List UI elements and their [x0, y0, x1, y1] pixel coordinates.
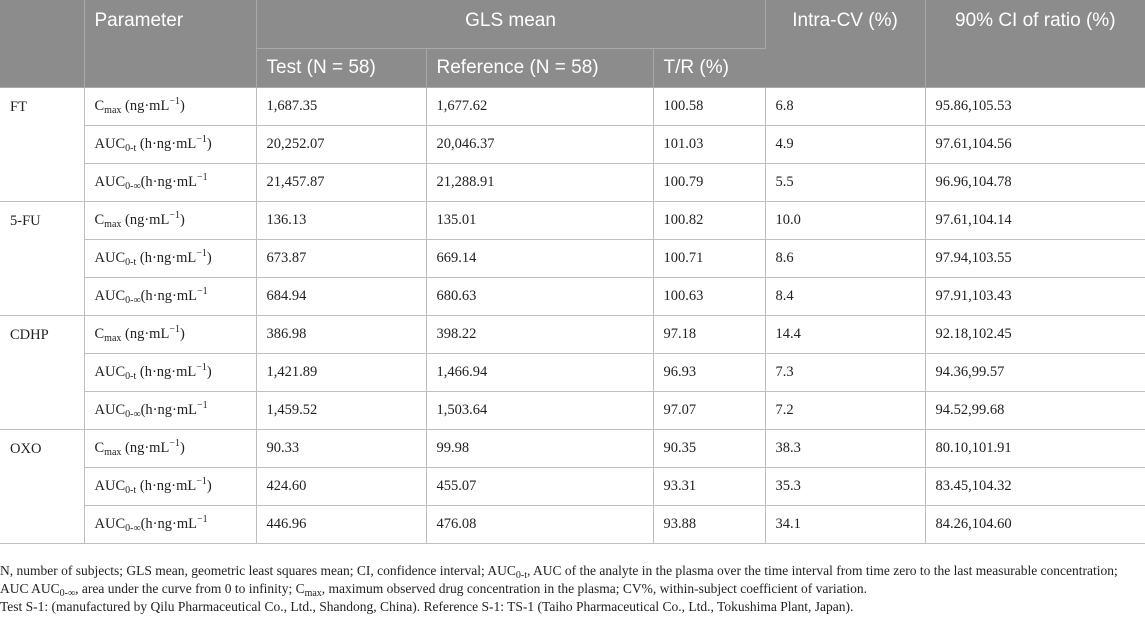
test-value: 1,459.52	[256, 392, 426, 430]
header-parameter: Parameter	[84, 0, 256, 88]
param-cmax: $C_{max}$ $(ng\cdot mL^{-1})$	[84, 316, 256, 354]
header-empty	[0, 0, 84, 88]
reference-value: 680.63	[426, 278, 653, 316]
header-intra-cv: Intra-CV (%)	[765, 0, 925, 88]
test-value: 136.13	[256, 202, 426, 240]
test-value: 684.94	[256, 278, 426, 316]
reference-value: 21,288.91	[426, 164, 653, 202]
tr-value: 90.35	[653, 430, 765, 468]
reference-value: 476.08	[426, 506, 653, 544]
tr-value: 93.88	[653, 506, 765, 544]
group-label: 5-FU	[0, 202, 84, 316]
test-value: 1,421.89	[256, 354, 426, 392]
cv-value: 38.3	[765, 430, 925, 468]
ci-value: 83.45,104.32	[925, 468, 1145, 506]
ci-value: 97.91,103.43	[925, 278, 1145, 316]
cv-value: 7.2	[765, 392, 925, 430]
param-cmax: $C_{max}$ $(ng\cdot mL^{-1})$	[84, 88, 256, 126]
cv-value: 8.4	[765, 278, 925, 316]
tr-value: 100.79	[653, 164, 765, 202]
table-row	[0, 126, 1145, 164]
ci-value: 97.94,103.55	[925, 240, 1145, 278]
test-value: 386.98	[256, 316, 426, 354]
tr-value: 97.07	[653, 392, 765, 430]
reference-value: 1,677.62	[426, 88, 653, 126]
tr-value: 96.93	[653, 354, 765, 392]
cv-value: 4.9	[765, 126, 925, 164]
header-ci-ratio: 90% CI of ratio (%)	[925, 0, 1145, 88]
ci-value: 96.96,104.78	[925, 164, 1145, 202]
header-reference: Reference (N = 58)	[426, 49, 653, 88]
table-row	[0, 240, 1145, 278]
table-row	[0, 88, 1145, 126]
table-row	[0, 316, 1145, 354]
table-row	[0, 506, 1145, 544]
table-row	[0, 354, 1145, 392]
param-auc-inf: $AUC_{0-\infty}(h\cdot ng\cdot mL^{-1}$	[84, 392, 256, 430]
group-label: OXO	[0, 430, 84, 544]
cv-value: 7.3	[765, 354, 925, 392]
tr-value: 100.58	[653, 88, 765, 126]
param-auc-inf: $AUC_{0-\infty}(h\cdot ng\cdot mL^{-1}$	[84, 278, 256, 316]
reference-value: 1,466.94	[426, 354, 653, 392]
param-cmax: $C_{max}$ $(ng\cdot mL^{-1})$	[84, 430, 256, 468]
test-value: 446.96	[256, 506, 426, 544]
table-row	[0, 430, 1145, 468]
cv-value: 10.0	[765, 202, 925, 240]
table-row	[0, 392, 1145, 430]
test-value: 424.60	[256, 468, 426, 506]
ci-value: 97.61,104.14	[925, 202, 1145, 240]
reference-value: 669.14	[426, 240, 653, 278]
test-value: 1,687.35	[256, 88, 426, 126]
cv-value: 14.4	[765, 316, 925, 354]
reference-value: 1,503.64	[426, 392, 653, 430]
header-gls-mean: GLS mean	[256, 0, 765, 49]
footnote-abbreviations: N, number of subjects; GLS mean, geometric least squares mean; CI, confidence interval; $AUC_{0-t}$, AUC of the analyte in the plasma over the time interval from time zero to the last measurable concentration; AUC $AUC_{0-\infty}$, area under the curve from 0 to infinity; $C_{max}$, maximum observed drug concentration in the plasma; CV%, within-subject coefficient of variation.	[0, 563, 1118, 599]
table-row	[0, 278, 1145, 316]
header-test: Test (N = 58)	[256, 49, 426, 88]
table-footnotes	[0, 562, 1140, 616]
test-value: 673.87	[256, 240, 426, 278]
param-auc-t: $AUC_{0-t}$ $(h\cdot ng\cdot mL^{-1})$	[84, 354, 256, 392]
tr-value: 93.31	[653, 468, 765, 506]
reference-value: 398.22	[426, 316, 653, 354]
reference-value: 455.07	[426, 468, 653, 506]
cv-value: 8.6	[765, 240, 925, 278]
param-cmax: $C_{max}$ $(ng\cdot mL^{-1})$	[84, 202, 256, 240]
ci-value: 97.61,104.56	[925, 126, 1145, 164]
tr-value: 97.18	[653, 316, 765, 354]
test-value: 90.33	[256, 430, 426, 468]
param-auc-inf: $AUC_{0-\infty}(h\cdot ng\cdot mL^{-1}$	[84, 164, 256, 202]
ci-value: 80.10,101.91	[925, 430, 1145, 468]
reference-value: 135.01	[426, 202, 653, 240]
test-value: 21,457.87	[256, 164, 426, 202]
ci-value: 95.86,105.53	[925, 88, 1145, 126]
table-row	[0, 202, 1145, 240]
param-auc-inf: $AUC_{0-\infty}(h\cdot ng\cdot mL^{-1}$	[84, 506, 256, 544]
table-row	[0, 468, 1145, 506]
cv-value: 34.1	[765, 506, 925, 544]
ci-value: 92.18,102.45	[925, 316, 1145, 354]
ci-value: 94.36,99.57	[925, 354, 1145, 392]
param-auc-t: $AUC_{0-t}$ $(h\cdot ng\cdot mL^{-1})$	[84, 468, 256, 506]
tr-value: 100.71	[653, 240, 765, 278]
param-auc-t: $AUC_{0-t}$ $(h\cdot ng\cdot mL^{-1})$	[84, 240, 256, 278]
footnote-products: Test S-1: (manufactured by Qilu Pharmaceutical Co., Ltd., Shandong, China). Reference S-1: TS-1 (Taiho Pharmaceutical Co., Ltd., Tokushima Plant, Japan).	[0, 599, 854, 614]
group-label: FT	[0, 88, 84, 202]
test-value: 20,252.07	[256, 126, 426, 164]
group-label: CDHP	[0, 316, 84, 430]
reference-value: 20,046.37	[426, 126, 653, 164]
ci-value: 94.52,99.68	[925, 392, 1145, 430]
tr-value: 100.63	[653, 278, 765, 316]
reference-value: 99.98	[426, 430, 653, 468]
ci-value: 84.26,104.60	[925, 506, 1145, 544]
cv-value: 6.8	[765, 88, 925, 126]
tr-value: 101.03	[653, 126, 765, 164]
header-tr: T/R (%)	[653, 49, 765, 88]
tr-value: 100.82	[653, 202, 765, 240]
cv-value: 35.3	[765, 468, 925, 506]
param-auc-t: $AUC_{0-t}$ $(h\cdot ng\cdot mL^{-1})$	[84, 126, 256, 164]
cv-value: 5.5	[765, 164, 925, 202]
table-row	[0, 164, 1145, 202]
